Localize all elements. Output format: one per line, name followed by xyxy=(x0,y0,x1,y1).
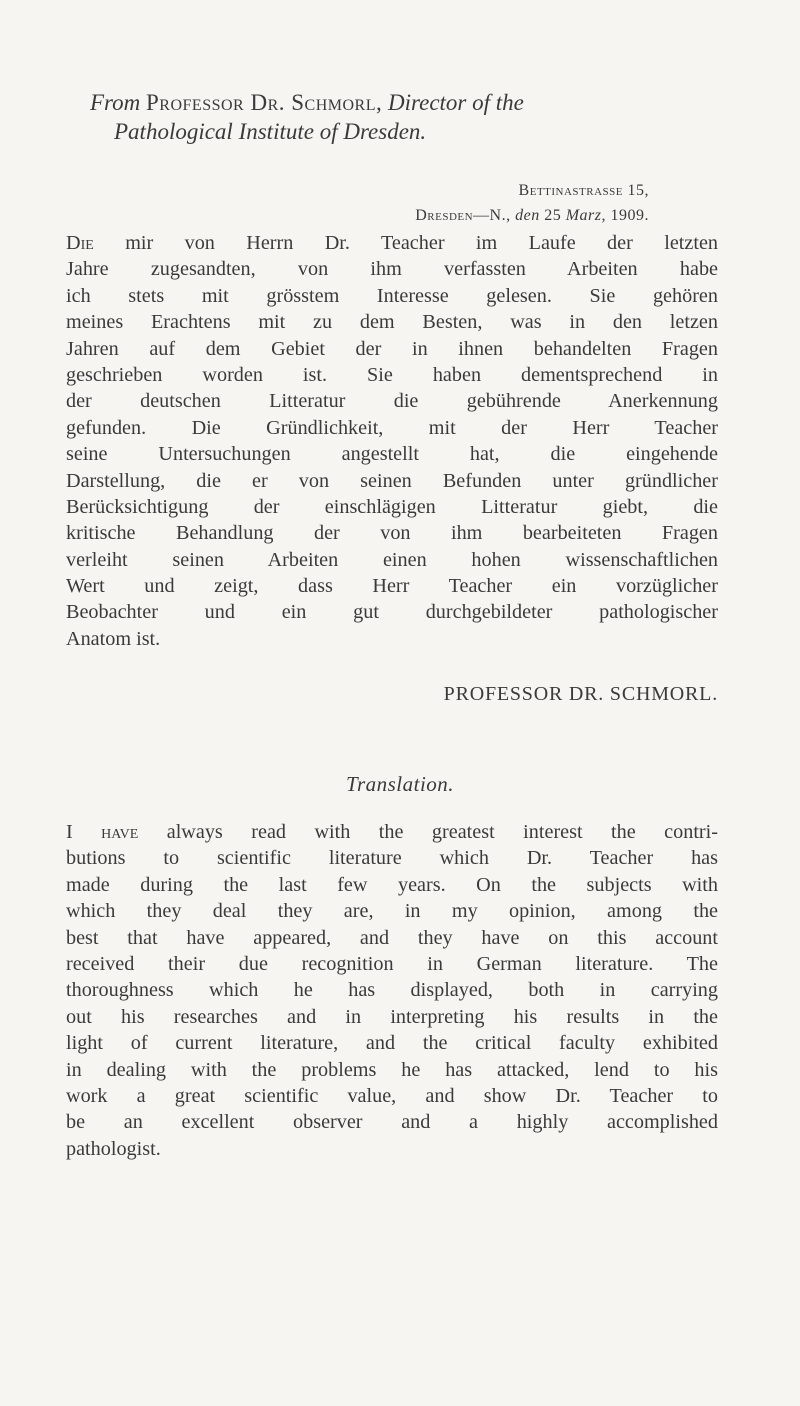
english-line xyxy=(66,1136,718,1162)
english-line xyxy=(66,1109,718,1135)
date-year: 1909. xyxy=(610,207,649,224)
german-line-text: Wert und zeigt, dass Herr Teacher ein vorzüglicher xyxy=(66,575,718,598)
english-line xyxy=(66,872,718,898)
english-line-text: made during the last few years. On the subjects with xyxy=(66,873,718,896)
german-line xyxy=(66,626,718,652)
translation-heading: Translation. xyxy=(345,772,455,796)
german-line-text: Jahren auf dem Gebiet der in ihnen behandelten Fragen xyxy=(66,337,718,360)
english-lead-word: I have xyxy=(66,821,139,843)
german-line-text: mir von Herrn Dr. Teacher im Laufe der letzten xyxy=(125,232,719,254)
german-line-text: meines Erachtens mit zu dem Besten, was in den letzen xyxy=(66,311,718,334)
english-line-text: best that have appeared, and they have on this account xyxy=(66,926,718,949)
english-line-text: butions to scientific literature which Dr. Teacher has xyxy=(66,847,718,870)
german-line-text: der deutschen Litteratur die gebührende Anerkennung xyxy=(66,390,718,413)
german-line xyxy=(66,415,718,441)
english-line-text: pathologist. xyxy=(66,1137,161,1160)
heading-institute: Pathological Institute of Dresden. xyxy=(114,119,427,144)
heading-from: From xyxy=(90,90,141,115)
english-line xyxy=(66,1057,718,1083)
german-line-text: ich stets mit grösstem Interesse gelesen. Sie gehören xyxy=(66,284,718,307)
german-line xyxy=(66,494,718,520)
german-line xyxy=(66,283,718,309)
german-line-text: verleiht seinen Arbeiten einen hohen wissenschaftlichen xyxy=(66,548,718,571)
signature: PROFESSOR DR. SCHMORL. xyxy=(443,683,718,705)
english-line-text: always read with the greatest interest the contri- xyxy=(166,821,718,843)
date-prefix: den xyxy=(515,207,540,224)
german-line-text: Beobachter und ein gut durchgebildeter pathologischer xyxy=(66,601,718,624)
heading-author-name: Professor Dr. Schmorl, xyxy=(146,90,383,115)
german-line-text: Anatom ist. xyxy=(66,627,161,650)
english-line xyxy=(66,898,718,924)
address-city: Dresden—N., xyxy=(415,207,511,224)
letter-heading xyxy=(90,88,750,146)
date-day: 25 xyxy=(544,207,562,224)
date-month: Marz, xyxy=(565,207,606,224)
heading-author-title: Director of the xyxy=(388,90,524,115)
german-line xyxy=(66,256,718,282)
german-line-text: kritische Behandlung der von ihm bearbeiteten Fragen xyxy=(66,522,718,545)
address-street-text: Bettinastrasse 15, xyxy=(518,182,649,199)
english-line-text: which they deal they are, in my opinion, among the xyxy=(66,900,718,923)
english-line-text: received their due recognition in German literature. The xyxy=(66,952,718,975)
german-line-text: gefunden. Die Gründlichkeit, mit der Herr Teacher xyxy=(66,416,718,439)
german-line-text: Berücksichtigung der einschlägigen Litteratur giebt, die xyxy=(66,495,718,518)
english-line-text: thoroughness which he has displayed, both in carrying xyxy=(66,979,718,1002)
english-line-text: out his researches and in interpreting his results in the xyxy=(66,1005,718,1028)
english-line-text: be an excellent observer and a highly accomplished xyxy=(66,1111,718,1134)
german-line xyxy=(66,599,718,625)
german-line-text: Darstellung, die er von seinen Befunden unter gründlicher xyxy=(66,469,718,492)
german-line xyxy=(66,573,718,599)
german-letter-body xyxy=(66,230,718,652)
english-line xyxy=(66,1004,718,1030)
german-line-text: geschrieben worden ist. Sie haben dementsprechend in xyxy=(66,363,718,386)
english-line xyxy=(66,1030,718,1056)
address-street xyxy=(0,182,649,200)
address-city-date xyxy=(0,207,649,225)
german-line xyxy=(66,388,718,414)
german-lead-word: Die xyxy=(66,232,94,254)
english-line-text: work a great scientific value, and show Dr. Teacher to xyxy=(66,1084,718,1107)
english-translation-body xyxy=(66,819,718,1162)
english-line-text: in dealing with the problems he has attacked, lend to his xyxy=(66,1058,718,1081)
english-line xyxy=(66,925,718,951)
german-line xyxy=(66,309,718,335)
english-line xyxy=(66,845,718,871)
german-line-text: Jahre zugesandten, von ihm verfassten Arbeiten habe xyxy=(66,258,718,281)
english-line xyxy=(66,977,718,1003)
german-line xyxy=(66,468,718,494)
german-line xyxy=(66,336,718,362)
english-line-text: light of current literature, and the critical faculty exhibited xyxy=(66,1032,718,1055)
german-line xyxy=(66,230,718,256)
german-line-text: seine Untersuchungen angestellt hat, die eingehende xyxy=(66,443,718,466)
german-line xyxy=(66,547,718,573)
english-line xyxy=(66,819,718,845)
english-line xyxy=(66,1083,718,1109)
german-line xyxy=(66,520,718,546)
english-line xyxy=(66,951,718,977)
german-line xyxy=(66,362,718,388)
german-line xyxy=(66,441,718,467)
